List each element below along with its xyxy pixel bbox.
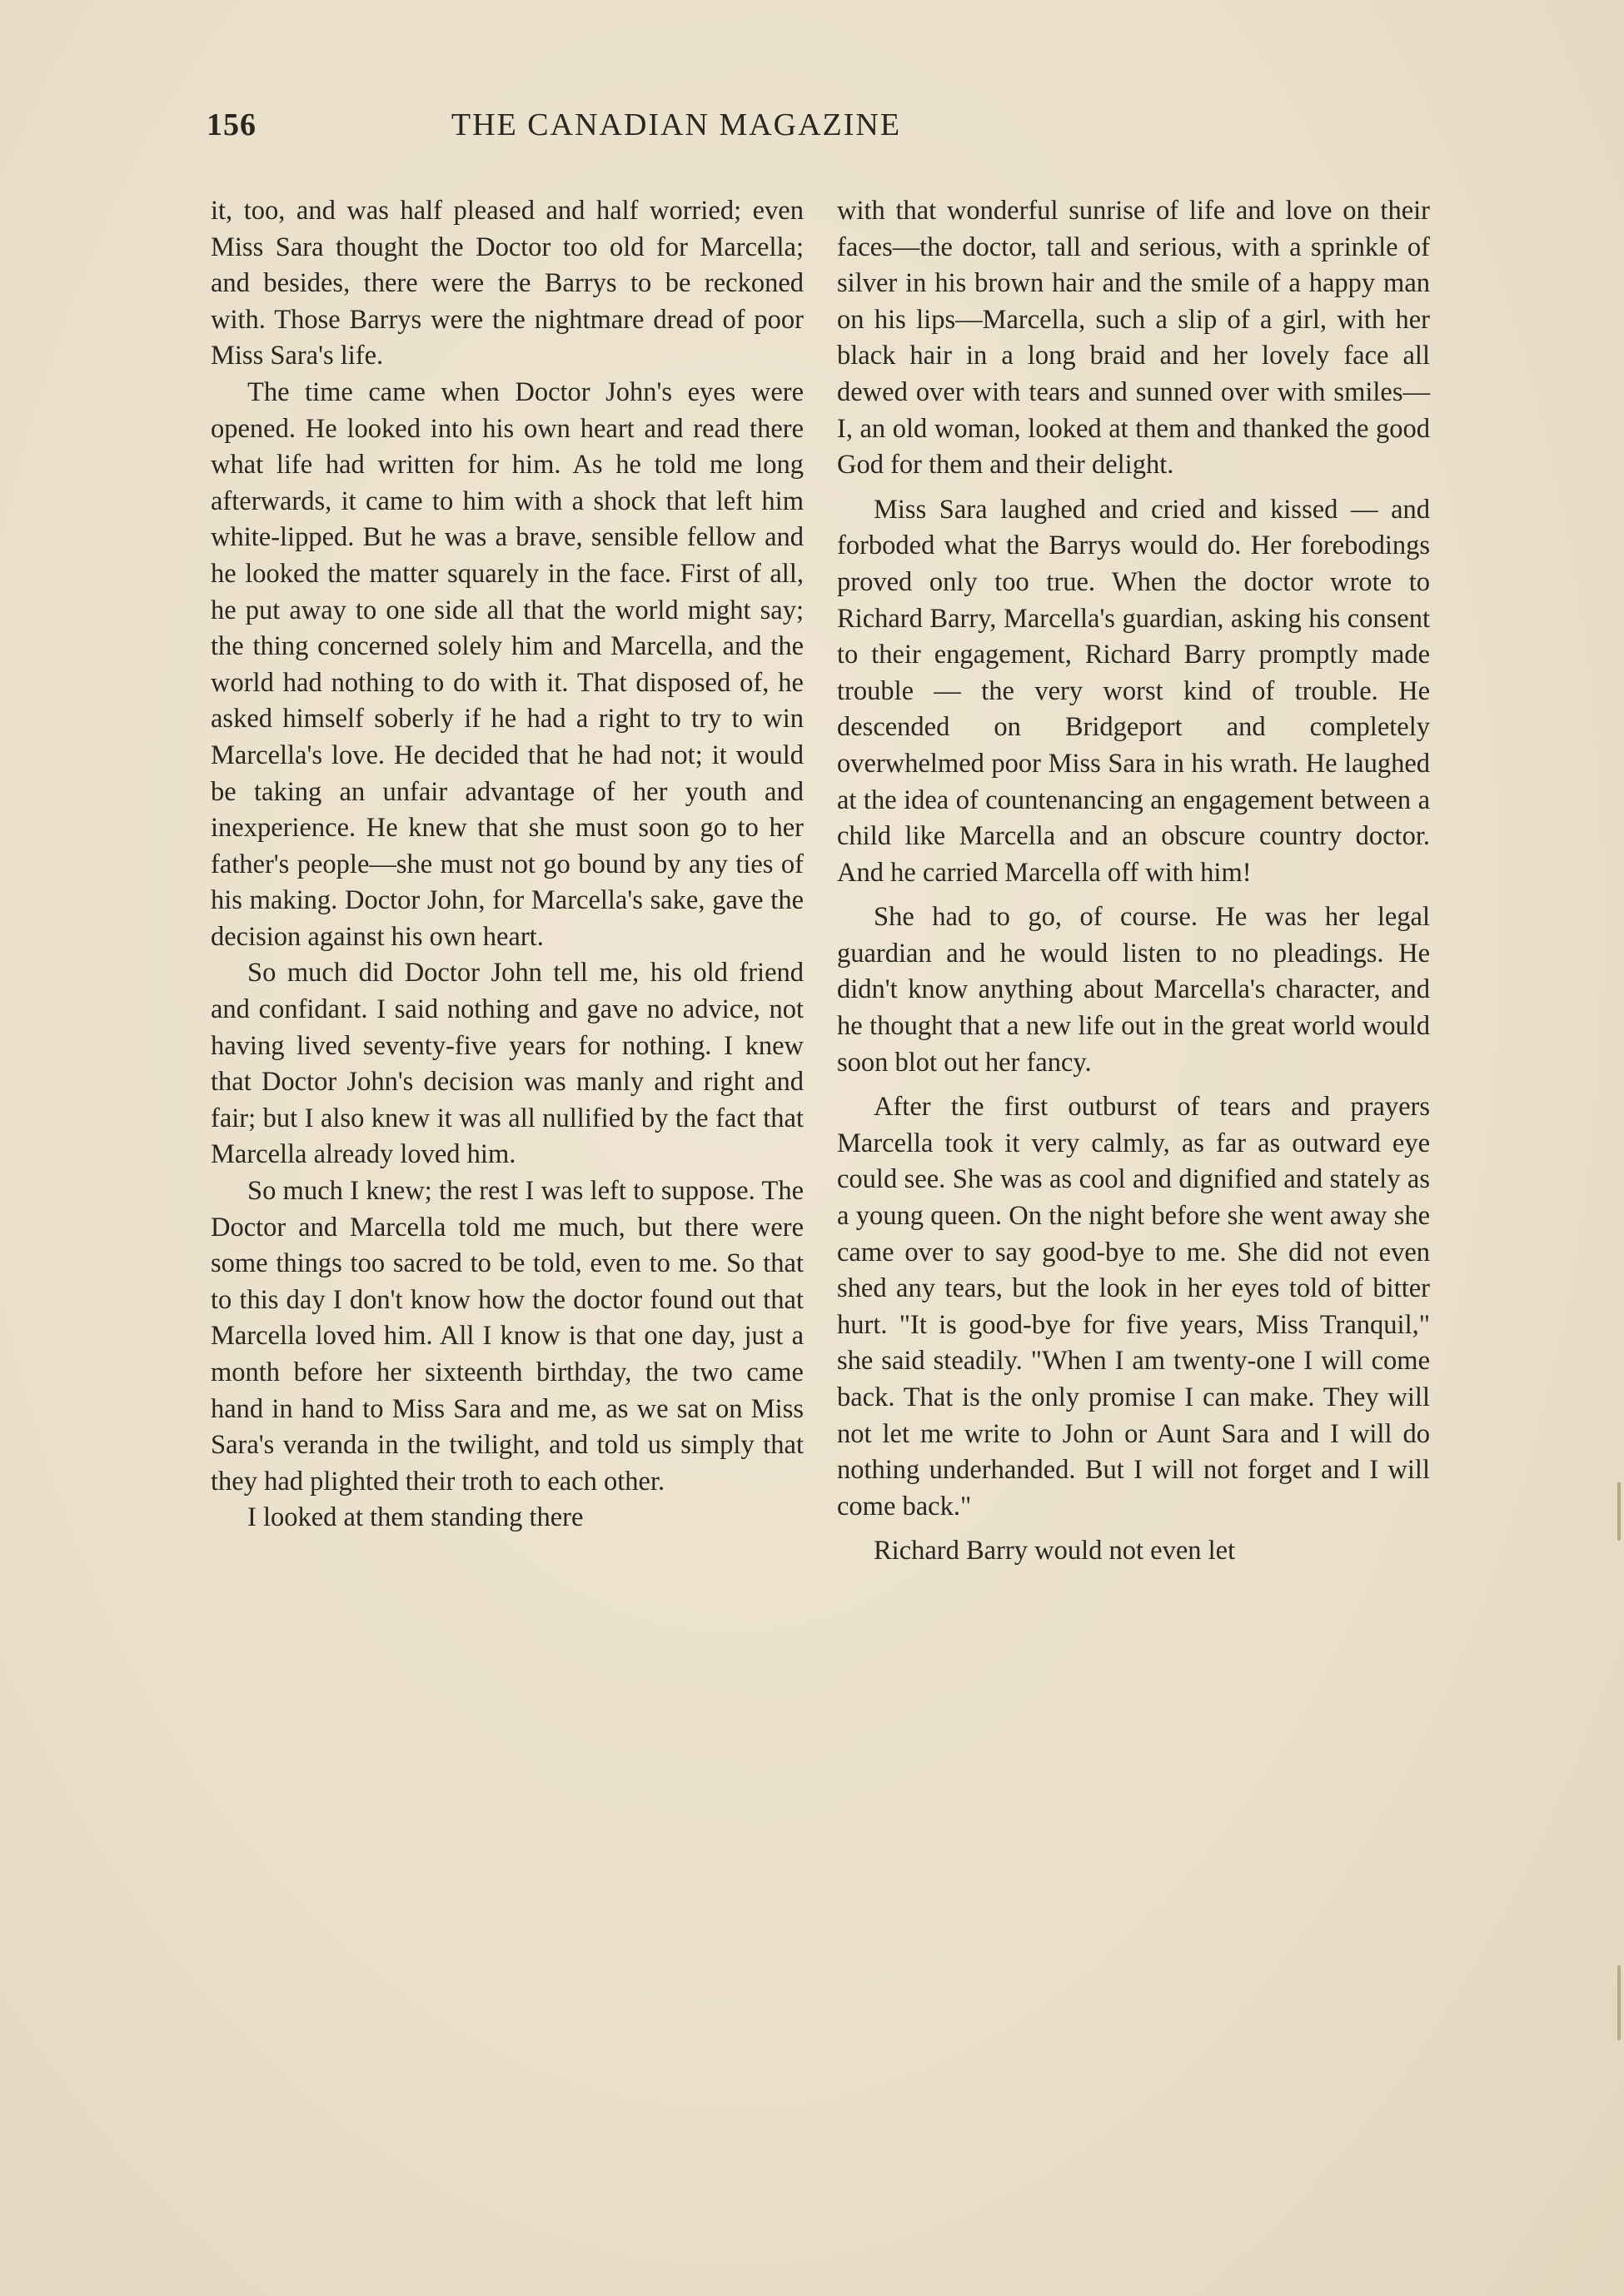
- paragraph: I looked at them standing there: [247, 1502, 584, 1533]
- paragraph: So much did Doctor John tell me, his old friend and confidant. I said nothing and gave no advice, not having lived seventy-five years for nothing. I knew that Doctor John's decision was manly and right and fair; but I also knew it was all nullified by the fact that Marcella already loved him.: [211, 958, 804, 1170]
- paragraph: with that wonderful sunrise of life and love on their faces—the doctor, tall and serious, with a sprinkle of silver in his brown hair and the smile of a happy man on his lips—Marcella, such a slip of a girl, with her black hair in a long braid and her lovely face all dewed over with tears and sunned over with smiles—I, an old woman, looked at them and thanked the good God for them and their delight.: [837, 196, 1430, 481]
- paragraph: Richard Barry would not even let: [874, 1536, 1236, 1566]
- page-header: [207, 107, 1071, 157]
- paragraph: She had to go, of course. He was her legal guardian and he would listen to no pleadings. He didn't know anything about Marcella's character, and he thought that a new life out in the great world would soon blot out her fancy.: [837, 902, 1430, 1078]
- paragraph: The time came when Doctor John's eyes were opened. He looked into his own heart and read there what life had written for him. As he told me long afterwards, it came to him with a shock that left him white-lipped. But he was a brave, sensible fellow and he looked the matter squarely in the face. First of all, he put away to one side all that the world might say; the thing concerned solely him and Marcella, and the world had nothing to do with it. That disposed of, he asked himself soberly if he had a right to try to win Marcella's love. He decided that he had not; it would be taking an unfair advantage of her youth and inexperience. He knew that she must soon go to her father's people—she must not go bound by any ties of his making. Doctor John, for Marcella's sake, gave the decision against his own heart.: [211, 376, 804, 952]
- running-title: THE CANADIAN MAGAZINE: [451, 107, 902, 142]
- left-column: [211, 193, 804, 1536]
- page-edge-mark: [1617, 1482, 1621, 1541]
- page-edge-mark: [1617, 1965, 1621, 2040]
- paragraph: it, too, and was half pleased and half worried; even Miss Sara thought the Doctor too old for Marcella; and besides, there were the Barrys to be reckoned with. Those Barrys were the nightmare dread of poor Miss Sara's life.: [211, 196, 804, 371]
- paragraph: So much I knew; the rest I was left to suppose. The Doctor and Marcella told me much, but there were some things too sacred to be told, even to me. So that to this day I don't know how the doctor found out that Marcella loved him. All I know is that one day, just a month before her sixteenth birthday, the two came hand in hand to Miss Sara and me, as we sat on Miss Sara's veranda in the twilight, and told us simply that they had plighted their troth to each other.: [211, 1176, 804, 1497]
- right-column: [837, 193, 1430, 1570]
- paragraph: Miss Sara laughed and cried and kissed — and forboded what the Barrys would do. Her forebodings proved only too true. When the doctor wrote to Richard Barry, Marcella's guardian, asking his consent to their engagement, Richard Barry promptly made trouble — the very worst kind of trouble. He descended on Bridgeport and completely overwhelmed poor Miss Sara in his wrath. He laughed at the idea of countenancing an engagement between a child like Marcella and an obscure country doctor. And he carried Marcella off with him!: [837, 494, 1430, 888]
- page-number: 156: [207, 107, 257, 142]
- paragraph: After the first outburst of tears and prayers Marcella took it very calmly, as far as outward eye could see. She was as cool and dignified and stately as a young queen. On the night before she went away she came over to say good-bye to me. She did not even shed any tears, but the look in her eyes told of bitter hurt. "It is good-bye for five years, Miss Tranquil," she said steadily. "When I am twenty-one I will come back. That is the only promise I can make. They will not let me write to John or Aunt Sara and I will do nothing underhanded. But I will not forget and I will come back.": [837, 1092, 1430, 1522]
